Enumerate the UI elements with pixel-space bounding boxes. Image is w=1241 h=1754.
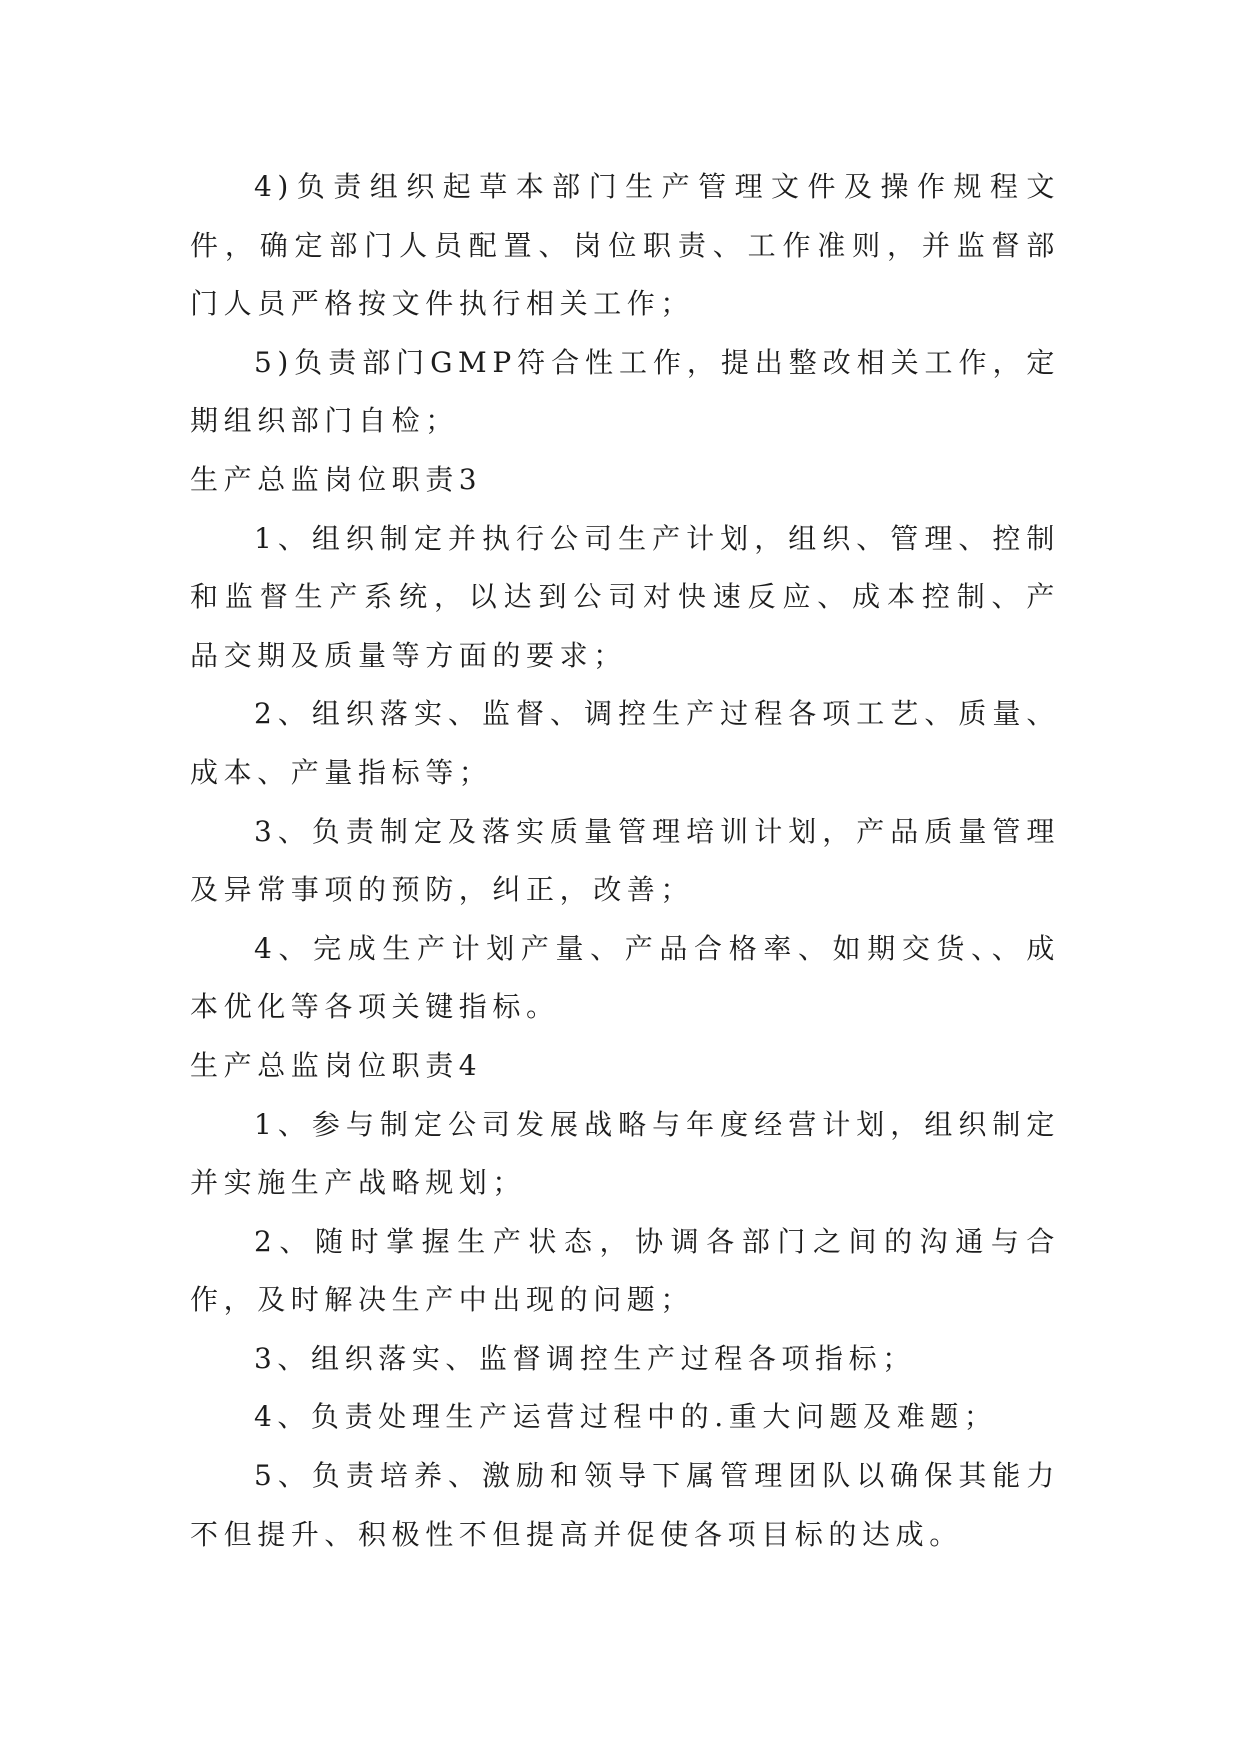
paragraph-s3-item-3: 3、负责制定及落实质量管理培训计划，产品质量管理及异常事项的预防，纠正，改善； (190, 814, 1060, 907)
paragraph-s4-item-3: 3、组织落实、监督调控生产过程各项指标； (254, 1341, 916, 1375)
paragraph-s4-item-2: 2、随时掌握生产状态，协调各部门之间的沟通与合作，及时解决生产中出现的问题； (190, 1224, 1060, 1317)
paragraph-item-4: 4)负责组织起草本部门生产管理文件及操作规程文件，确定部门人员配置、岗位职责、工作准则，并监督部门人员严格按文件执行相关工作； (190, 170, 1060, 321)
paragraph-s3-item-4: 4、完成生产计划产量、产品合格率、如期交货、、成本优化等各项关键指标。 (190, 931, 1060, 1024)
section-heading-3: 生产总监岗位职责3 (190, 462, 483, 496)
paragraph-s4-item-4: 4、负责处理生产运营过程中的.重大问题及难题； (254, 1400, 998, 1434)
paragraph-s3-item-1: 1、组织制定并执行公司生产计划，组织、管理、控制和监督生产系统，以达到公司对快速反应、成本控制、产品交期及质量等方面的要求； (190, 521, 1060, 672)
paragraph-s4-item-1: 1、参与制定公司发展战略与年度经营计划，组织制定并实施生产战略规划； (190, 1107, 1060, 1200)
paragraph-s4-item-5: 5、负责培养、激励和领导下属管理团队以确保其能力不但提升、积极性不但提高并促使各项目标的达成。 (190, 1459, 1060, 1551)
paragraph-item-5: 5)负责部门GMP符合性工作，提出整改相关工作，定期组织部门自检； (190, 345, 1060, 438)
paragraph-s3-item-2: 2、组织落实、监督、调控生产过程各项工艺、质量、成本、产量指标等； (190, 697, 1060, 789)
section-heading-4: 生产总监岗位职责4 (190, 1048, 483, 1082)
document-body (190, 158, 1060, 1564)
